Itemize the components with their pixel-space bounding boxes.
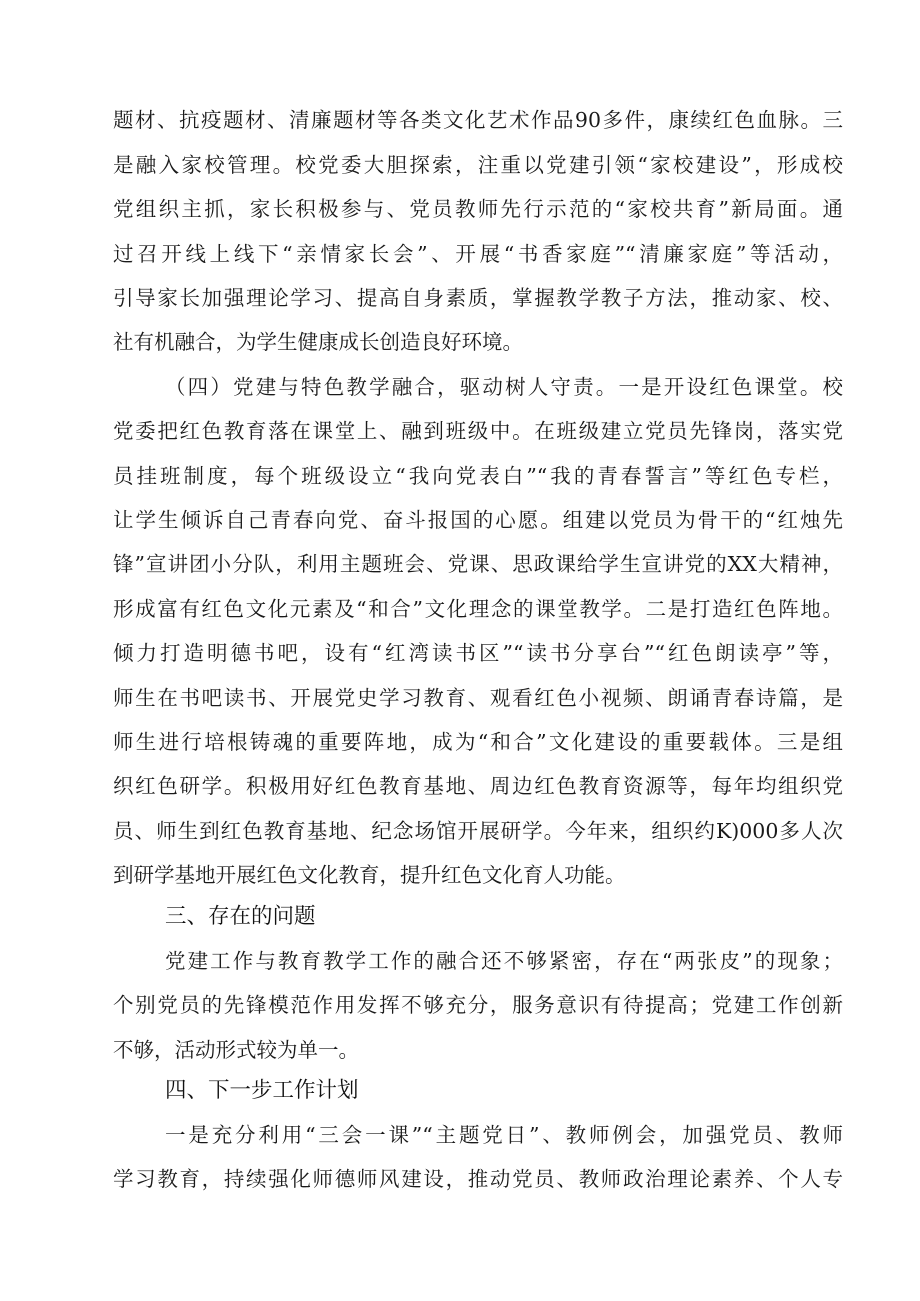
paragraph-first-line: 党建工作与教育教学工作的融合还不够紧密，存在“两张皮”的现象； bbox=[165, 949, 843, 973]
text-line: 是融入家校管理。校党委大胆探索，注重以党建引领“家校建设”，形成校 bbox=[113, 153, 843, 177]
text-line: 员挂班制度，每个班级设立“我向党表白”“我的青春誓言”等红色专栏， bbox=[113, 464, 843, 488]
text-line: 社有机融合，为学生健康成长创造良好环境。 bbox=[113, 330, 523, 354]
paragraph-first-line: 一是充分利用“三会一课”“主题党日”、教师例会，加强党员、教师 bbox=[165, 1123, 843, 1147]
text-line: 党组织主抓，家长积极参与、党员教师先行示范的“家校共育”新局面。通 bbox=[113, 197, 843, 221]
text-line: 不够，活动形式较为单一。 bbox=[113, 1038, 359, 1062]
paragraph-first-line: （四）党建与特色教学融合，驱动树人守责。一是开设红色课堂。校 bbox=[165, 375, 843, 399]
section-heading: 三、存在的问题 bbox=[165, 904, 316, 929]
text-line: 师生在书吧读书、开展党史学习教育、观看红色小视频、朗诵青春诗篇，是 bbox=[113, 686, 843, 710]
text-line: 师生进行培根铸魂的重要阵地，成为“和合”文化建设的重要载体。三是组 bbox=[113, 730, 843, 754]
text-line: 织红色研学。积极用好红色教育基地、周边红色教育资源等，每年均组织党 bbox=[113, 774, 843, 798]
section-heading: 四、下一步工作计划 bbox=[165, 1078, 359, 1103]
text-line: 过召开线上线下“亲情家长会”、开展“书香家庭”“清廉家庭”等活动， bbox=[113, 242, 843, 266]
text-line: 题材、抗疫题材、清廉题材等各类文化艺术作品90多件，康续红色血脉。三 bbox=[113, 108, 843, 132]
text-line: 锋”宣讲团小分队，利用主题班会、党课、思政课给学生宣讲党的XX大精神， bbox=[113, 552, 843, 576]
text-line: 个别党员的先锋模范作用发挥不够充分，服务意识有待提高；党建工作创新 bbox=[113, 993, 843, 1017]
text-line: 让学生倾诉自己青春向党、奋斗报国的心愿。组建以党员为骨干的“红烛先 bbox=[113, 508, 843, 532]
text-line: 员、师生到红色教育基地、纪念场馆开展研学。今年来，组织约K)000多人次 bbox=[113, 819, 843, 843]
text-line: 形成富有红色文化元素及“和合”文化理念的课堂教学。二是打造红色阵地。 bbox=[113, 597, 843, 621]
text-line: 到研学基地开展红色文化教育，提升红色文化育人功能。 bbox=[113, 863, 626, 887]
text-line: 党委把红色教育落在课堂上、融到班级中。在班级建立党员先锋岗，落实党 bbox=[113, 419, 843, 443]
text-line: 倾力打造明德书吧，设有“红湾读书区”“读书分享台”“红色朗读亭”等， bbox=[113, 641, 843, 665]
text-line: 学习教育，持续强化师德师风建设，推动党员、教师政治理论素养、个人专 bbox=[113, 1167, 843, 1191]
text-line: 引导家长加强理论学习、提高自身素质，掌握教学教子方法，推动家、校、 bbox=[113, 286, 843, 310]
